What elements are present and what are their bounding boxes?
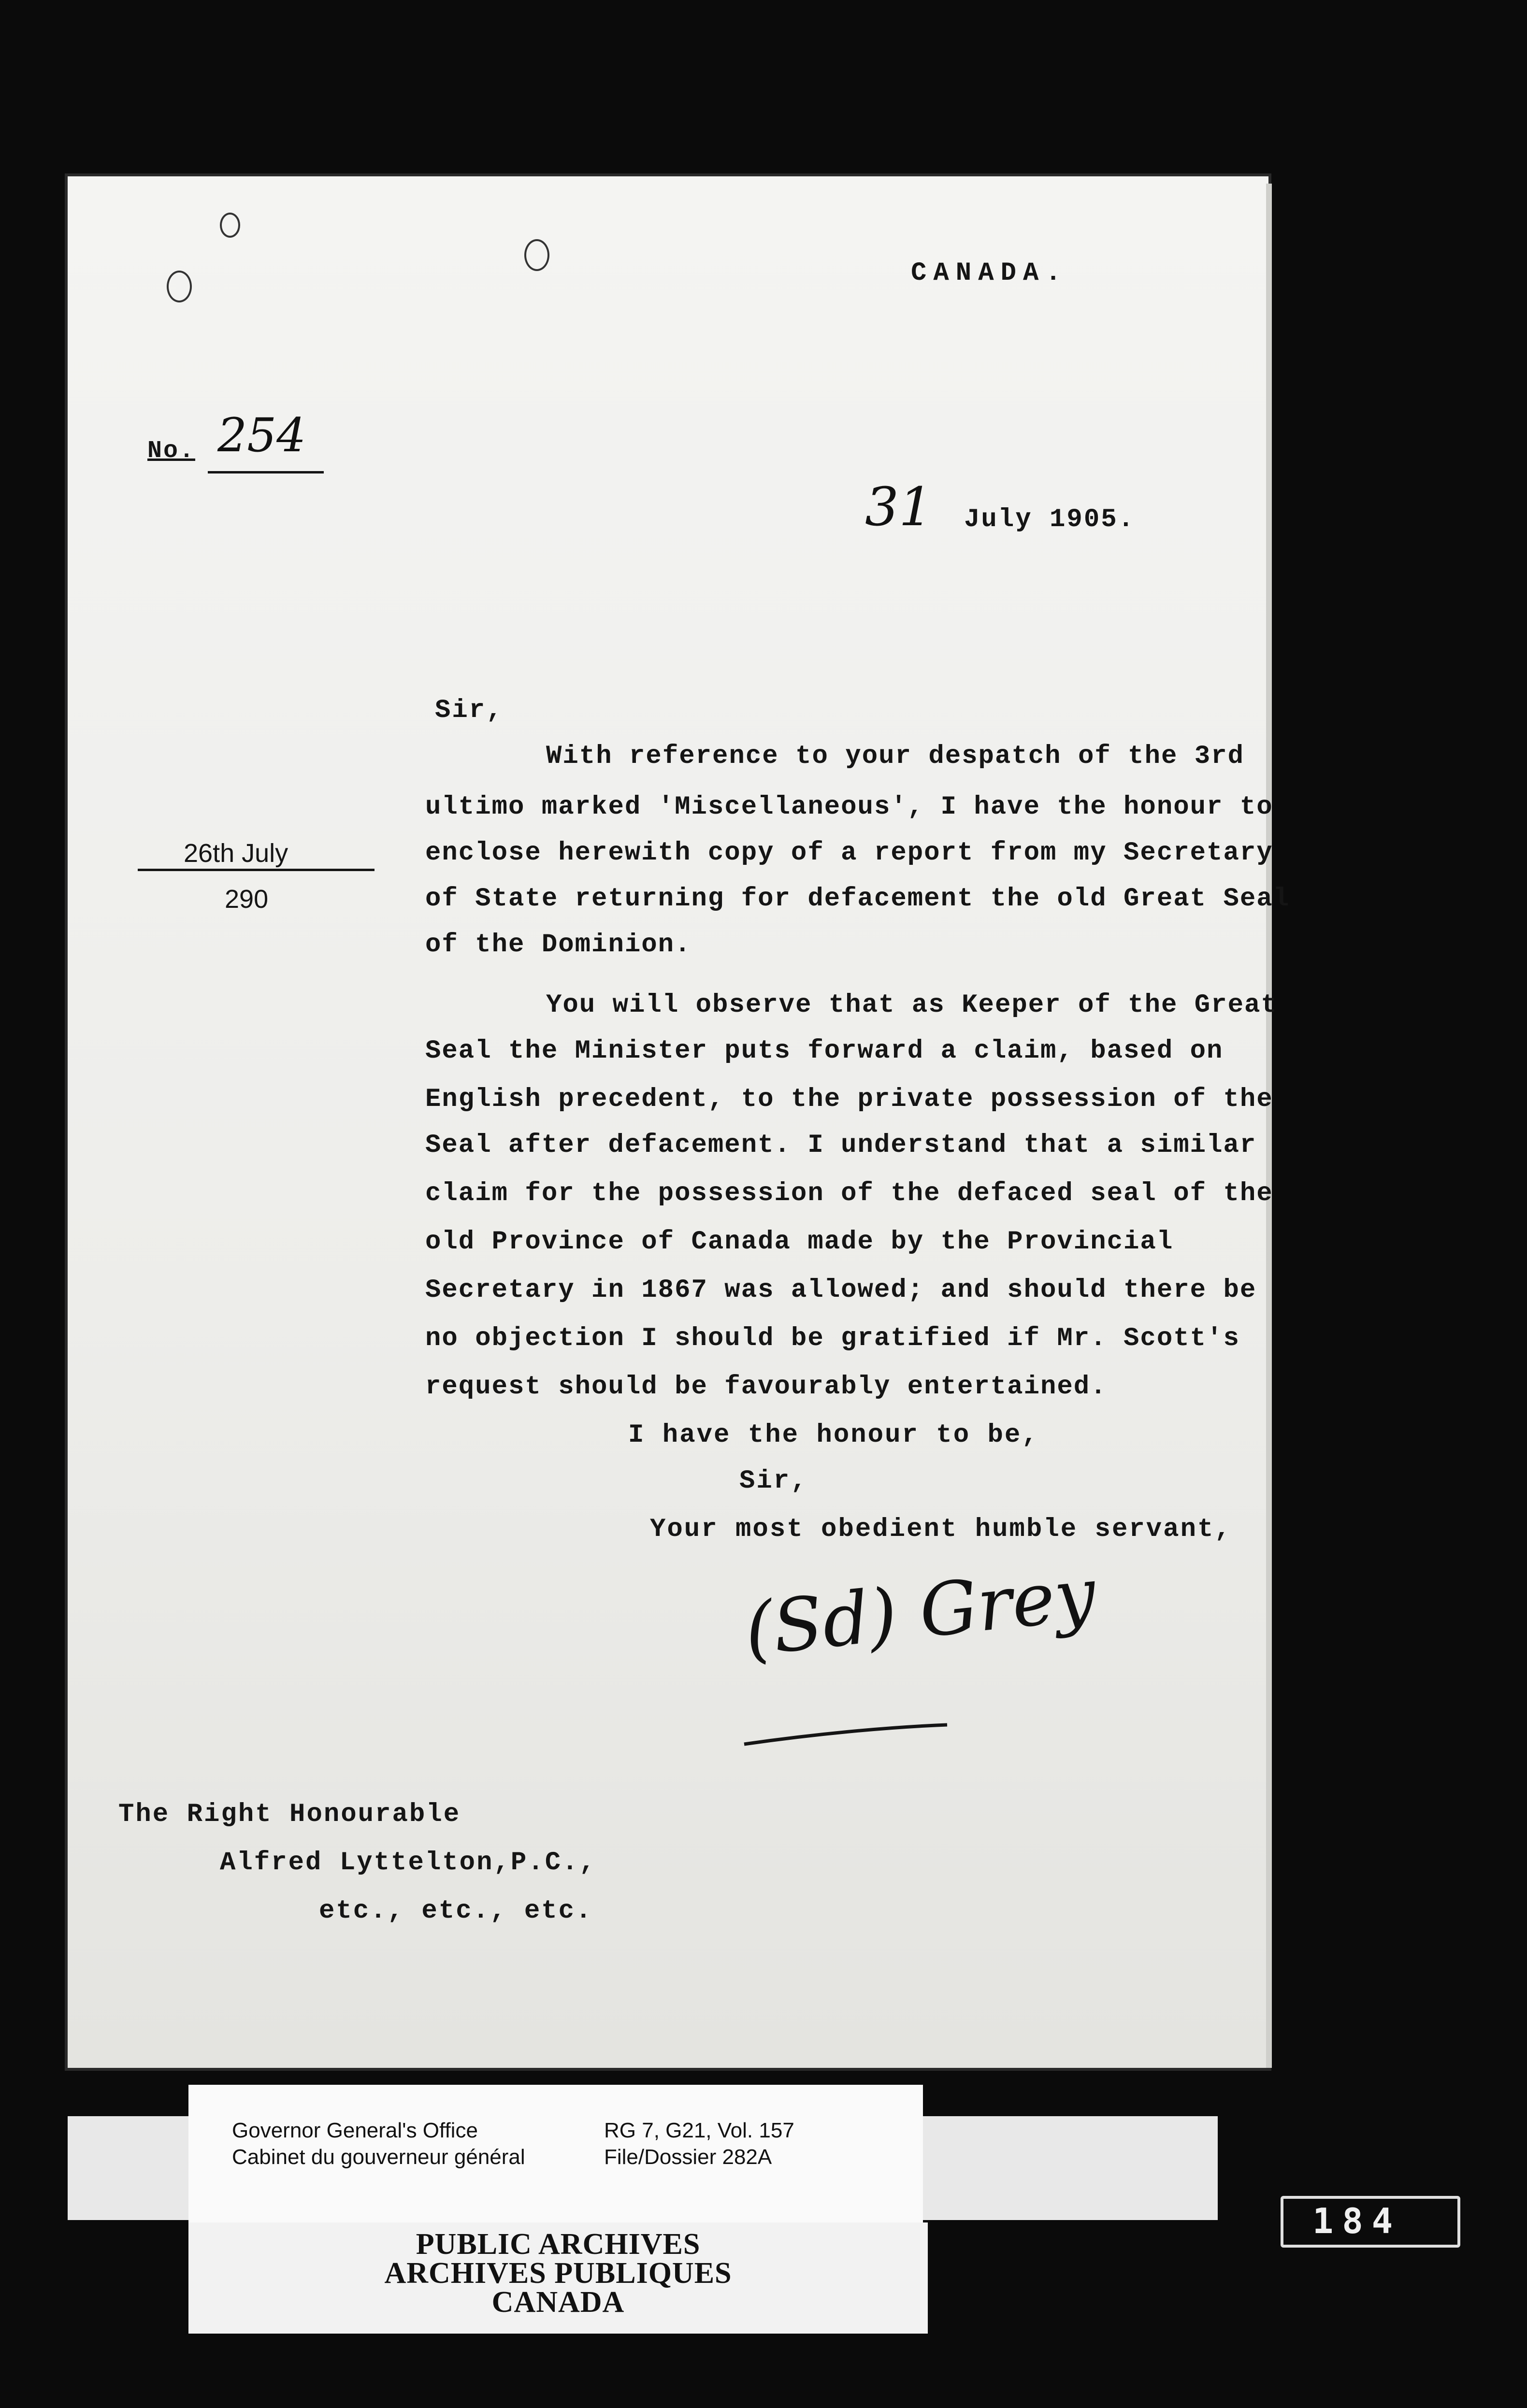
office-french: Cabinet du gouverneur général xyxy=(232,2145,525,2169)
body-line: With reference to your despatch of the 3rd xyxy=(546,742,1245,771)
stamp-line-3: CANADA xyxy=(491,2286,625,2319)
punch-hole xyxy=(220,213,240,238)
punch-hole xyxy=(167,271,192,302)
stamp-line-1: PUBLIC ARCHIVES xyxy=(416,2228,701,2261)
archive-stamp xyxy=(188,2222,928,2334)
closing-sir: Sir, xyxy=(739,1466,808,1496)
addressee-line-3: etc., etc., etc. xyxy=(319,1896,593,1926)
closing-servant: Your most obedient humble servant, xyxy=(650,1515,1232,1544)
punch-hole xyxy=(524,239,549,271)
office-english: Governor General's Office xyxy=(232,2119,478,2142)
body-line: Seal the Minister puts forward a claim, based on xyxy=(425,1036,1224,1066)
margin-ref-date: 26th July xyxy=(184,839,288,868)
body-line: no objection I should be gratified if Mr. Scott's xyxy=(425,1324,1240,1353)
file-number: File/Dossier 282A xyxy=(604,2145,772,2169)
signature-underline xyxy=(739,1710,957,1754)
despatch-number-prefix: No. xyxy=(147,437,196,465)
date-text: July 1905. xyxy=(964,505,1136,534)
body-line: old Province of Canada made by the Provincial xyxy=(425,1227,1174,1257)
body-line: claim for the possession of the defaced seal of the xyxy=(425,1179,1273,1208)
body-line: request should be favourably entertained. xyxy=(425,1372,1107,1402)
margin-ref-rule xyxy=(138,869,375,871)
despatch-number-underline xyxy=(208,471,324,473)
body-line: Secretary in 1867 was allowed; and should there be xyxy=(425,1276,1257,1305)
margin-ref-number: 290 xyxy=(225,885,269,914)
page-edge xyxy=(1266,184,1272,2068)
date-day: 31 xyxy=(865,476,933,538)
reference-number: RG 7, G21, Vol. 157 xyxy=(604,2119,794,2142)
addressee-line-2: Alfred Lyttelton,P.C., xyxy=(220,1848,596,1878)
body-line: ultimo marked 'Miscellaneous', I have the honour to xyxy=(425,792,1273,822)
body-line: of State returning for defacement the old Great Seal xyxy=(425,884,1290,914)
body-line: English precedent, to the private possession of the xyxy=(425,1085,1273,1114)
stamp-line-2: ARCHIVES PUBLIQUES xyxy=(384,2257,732,2290)
body-line: You will observe that as Keeper of the Great xyxy=(546,990,1278,1020)
addressee-line-1: The Right Honourable xyxy=(118,1800,461,1829)
frame-number: 184 xyxy=(1312,2201,1402,2241)
country-heading: CANADA. xyxy=(911,258,1068,288)
salutation: Sir, xyxy=(435,696,504,725)
frame-counter xyxy=(1266,2189,1459,2251)
frame-counter-box xyxy=(1281,2196,1460,2248)
body-line: of the Dominion. xyxy=(425,930,691,960)
closing-line: I have the honour to be, xyxy=(628,1420,1039,1450)
despatch-number: 254 xyxy=(217,408,306,462)
body-line: Seal after defacement. I understand that a similar xyxy=(425,1131,1257,1160)
signature: (Sd) Grey xyxy=(740,1552,1100,1673)
archive-label xyxy=(188,2085,923,2222)
body-line: enclose herewith copy of a report from my Secretary xyxy=(425,838,1273,868)
